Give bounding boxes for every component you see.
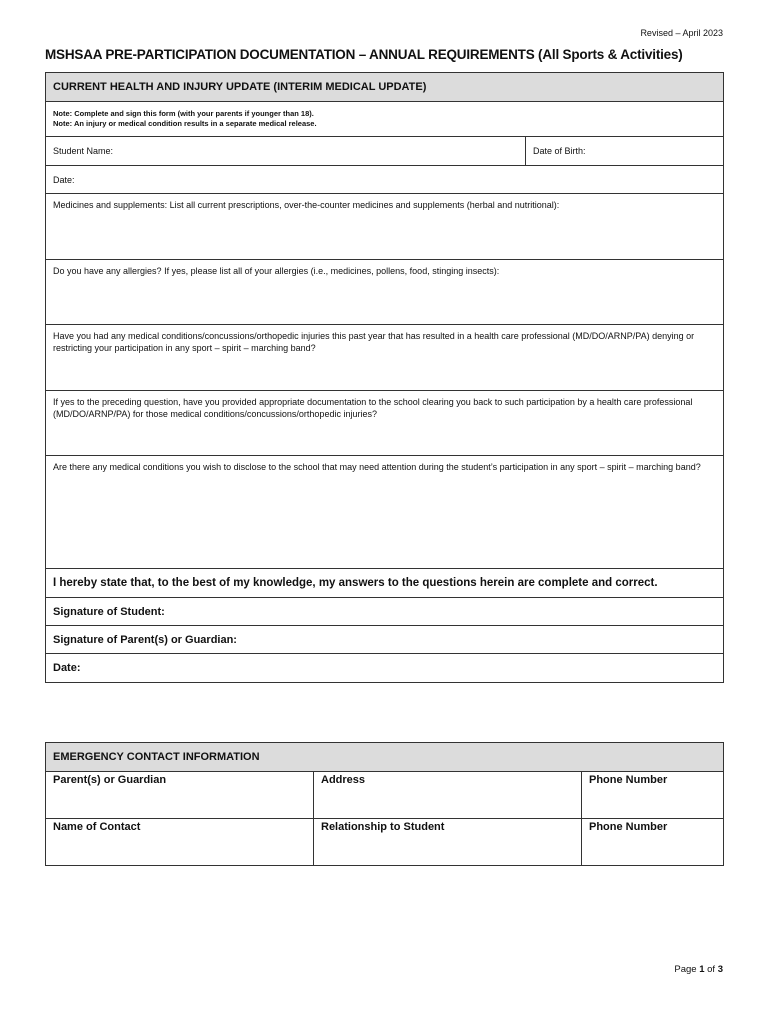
signature-date-field[interactable]: Date: [46, 654, 724, 683]
relationship-field[interactable]: Relationship to Student [314, 819, 582, 866]
medical-conditions-field[interactable]: Have you had any medical conditions/concussions/orthopedic injuries this past year that has resulted in a health care professional (MD/DO/ARNP/PA) denying or restricting your participation in any sport – spirit – marching band? [46, 325, 724, 391]
emergency-contact-table [45, 742, 724, 866]
contact-name-field[interactable]: Name of Contact [46, 819, 314, 866]
date-field[interactable]: Date: [46, 166, 724, 194]
clearance-documentation-field[interactable]: If yes to the preceding question, have you provided appropriate documentation to the school clearing you back to such participation by a health care professional (MD/DO/ARNP/PA) for those medical conditions/concussions/orthopedic injuries? [46, 391, 724, 456]
page-total: 3 [717, 964, 723, 975]
note-sign-form: Note: Complete and sign this form (with your parents if younger than 18). [53, 109, 314, 118]
health-update-table [45, 72, 724, 683]
notes-cell [46, 102, 724, 137]
student-signature-field[interactable]: Signature of Student: [46, 598, 724, 626]
parent-signature-field[interactable]: Signature of Parent(s) or Guardian: [46, 626, 724, 654]
revision-date: Revised – April 2023 [640, 28, 723, 38]
student-name-field[interactable]: Student Name: [46, 137, 526, 166]
allergies-field[interactable]: Do you have any allergies? If yes, please list all of your allergies (i.e., medicines, pollens, food, stinging insects): [46, 260, 724, 325]
address-field[interactable]: Address [314, 772, 582, 819]
attestation-statement: I hereby state that, to the best of my knowledge, my answers to the questions herein are complete and correct. [46, 569, 724, 598]
phone-number-field[interactable]: Phone Number [582, 772, 724, 819]
contact-phone-field[interactable]: Phone Number [582, 819, 724, 866]
page-number [674, 964, 723, 975]
parent-guardian-field[interactable]: Parent(s) or Guardian [46, 772, 314, 819]
page-prefix: Page [674, 964, 700, 975]
disclose-conditions-field[interactable]: Are there any medical conditions you wish to disclose to the school that may need attention during the student’s participation in any sport – spirit – marching band? [46, 456, 724, 569]
note-medical-release: Note: An injury or medical condition results in a separate medical release. [53, 119, 317, 128]
date-of-birth-field[interactable]: Date of Birth: [526, 137, 724, 166]
page-title: MSHSAA PRE-PARTICIPATION DOCUMENTATION – ANNUAL REQUIREMENTS (All Sports & Activities) [45, 47, 683, 62]
emergency-section-header: EMERGENCY CONTACT INFORMATION [46, 743, 724, 772]
page-current: 1 [699, 964, 705, 975]
health-section-header: CURRENT HEALTH AND INJURY UPDATE (INTERIM MEDICAL UPDATE) [46, 73, 724, 102]
medicines-field[interactable]: Medicines and supplements: List all current prescriptions, over-the-counter medicines and supplements (herbal and nutritional): [46, 194, 724, 260]
page-of: of [704, 964, 718, 975]
